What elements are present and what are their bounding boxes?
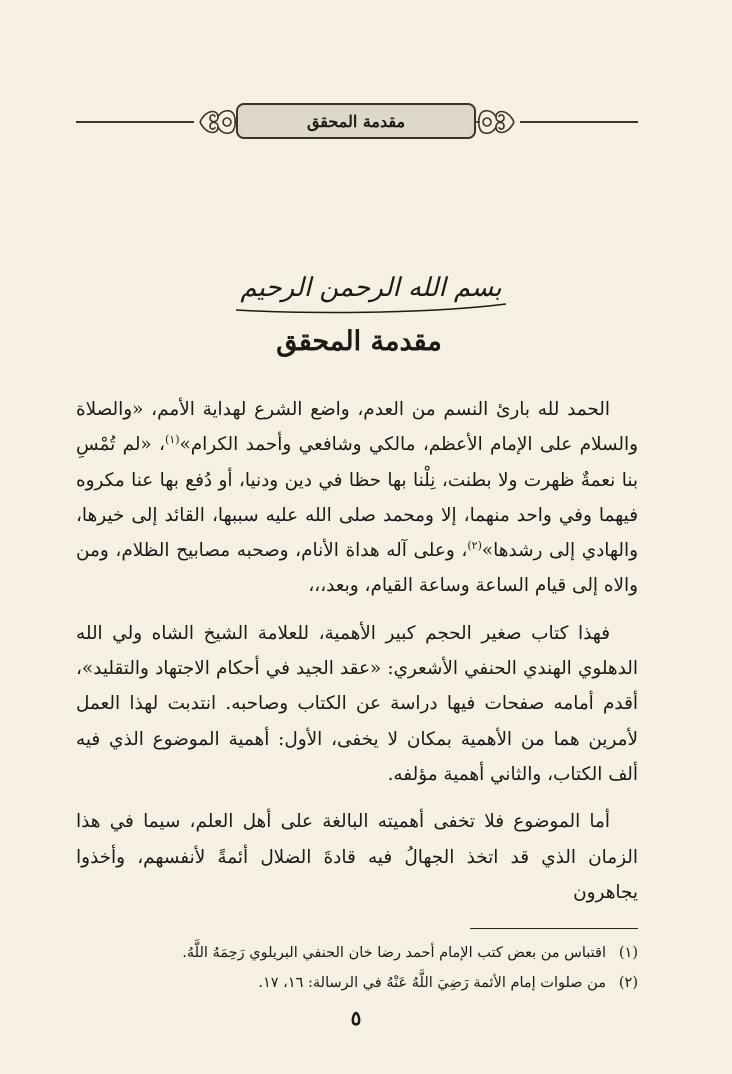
footnote-2 (76, 968, 638, 998)
footnote-text: اقتباس من بعض كتب الإمام أحمد رضا خان الحنفي البريلوي رَحِمَهُ اللَّهُ. (182, 945, 606, 961)
paragraph-1 (76, 392, 638, 604)
footnote-number: (١) (618, 945, 638, 961)
footnote-1 (76, 938, 638, 968)
footnote-number: (٢) (618, 975, 638, 991)
page-number: ٥ (350, 1006, 362, 1030)
paragraph-3: أما الموضوع فلا تخفى أهميته البالغة على أهل العلم، سيما في هذا الزمان الذي قد اتخذ الجهالُ فيه قادةَ الضلال أئمةً لأنفسهم، وأخذوا يجاهرون (76, 811, 638, 903)
basmala-calligraphy: بسم الله الرحمن الرحيم (240, 273, 502, 303)
footnote-text: من صلوات إمام الأئمة رَضِيَ اللَّهُ عَنْهُ في الرسالة: ١٦، ١٧. (258, 975, 606, 991)
paragraph-1-text-a: الحمد لله بارئ النسم من العدم، واضع الشرع لهداية الأمم، «والصلاة والسلام على الإمام الأعظم، مالكي وشافعي وأحمد الكرام» (76, 399, 638, 456)
header-rule-left (76, 121, 194, 123)
footnote-ref-2: (٢) (467, 539, 482, 553)
chapter-title: مقدمة المحقق (276, 326, 442, 357)
header-ornament-right-icon (474, 103, 518, 141)
footnote-ref-1: (١) (164, 433, 180, 447)
header-ornament-left-icon (196, 103, 240, 141)
paragraph-2: فهذا كتاب صغير الحجم كبير الأهمية، للعلامة الشيخ الشاه ولي الله الدهلوي الهندي الحنفي الأشعري: «عقد الجيد في أحكام الاجتهاد والتقليد»، أقدم أمامه صفحات فيها دراسة عن الكتاب وصاحبه. انتدبت لهذا العمل لأمرين هما من الأهمية بمكان لا يخفى، الأول: أهمية الموضوع الذي فيه ألف الكتاب، والثاني أهمية مؤلفه. (76, 622, 638, 785)
running-header-title: مقدمة المحقق (236, 103, 476, 139)
paragraph-1-text-b: ، «لم تُمْسِ بنا نعمةٌ ظهرت ولا بطنت، نِلْنا بها حظا في دين ودنيا، أو دُفع بها عنا مكروه فيهما وفي واحد منهما، إلا ومحمد صلى الله عليه سببها، القائد إلى خيرها، والهادي إلى رشدها» (76, 434, 638, 562)
body-text (76, 392, 638, 910)
header-rule-right (520, 121, 638, 123)
footnotes (76, 938, 638, 998)
basmala-swash-icon (226, 300, 516, 314)
footnote-separator (470, 928, 638, 929)
paragraph-1-text-c: ، وعلى آله هداة الأنام، وصحبه مصابيح الظلام، ومن والاه إلى قيام الساعة وساعة القيام، وبعد،،، (76, 540, 638, 597)
